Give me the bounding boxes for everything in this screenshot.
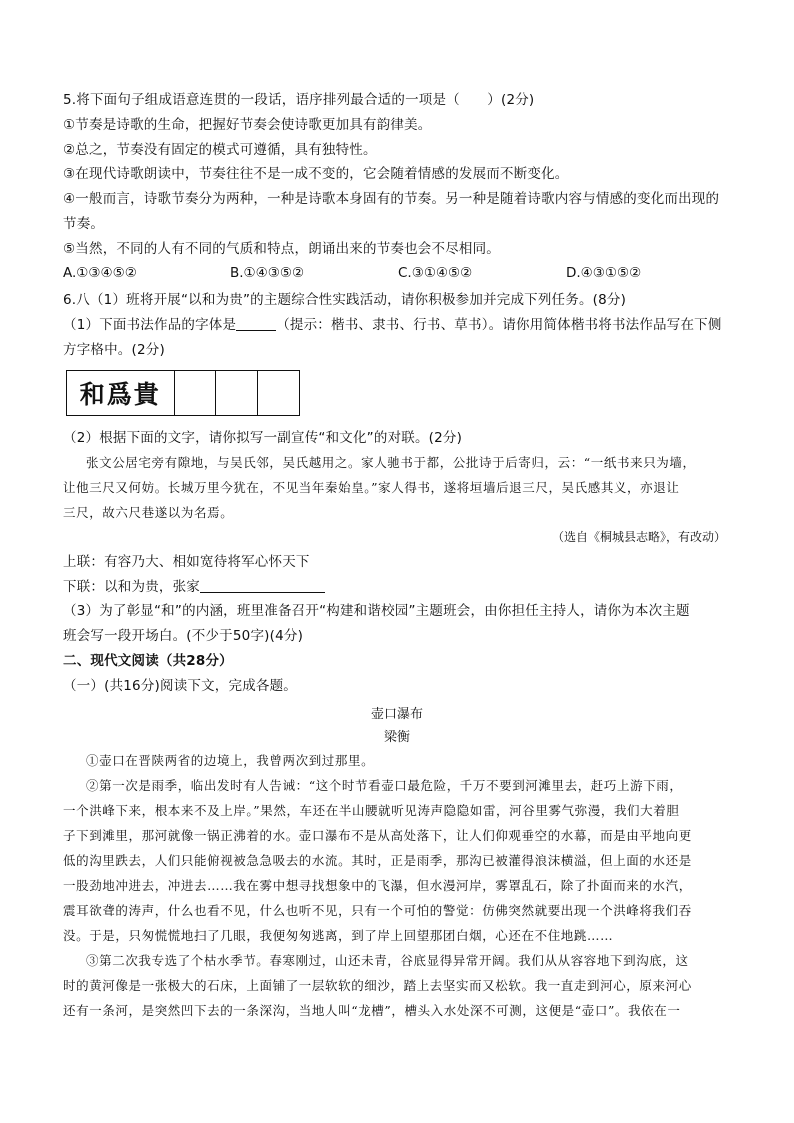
font-type-blank[interactable]: [236, 317, 276, 331]
couplet-upper: 上联：有容乃大、相如宽待将军心怀天下: [63, 554, 310, 570]
q6-part3-line1: （3）为了彰显“和”的内涵，班里准备召开“构建和谐校园”主题班会，由你担任主持人，请你为本次主题: [63, 603, 690, 619]
para2-line-2: 一个洪峰下来，根本来不及上岸。”果然，车还在半山腰就听见涛声隐隐如雷，河谷里雾气弥漫，我们大着胆: [63, 803, 680, 818]
q5-option-d[interactable]: D.④③①⑤②: [566, 265, 642, 281]
couplet-lower-line: [63, 577, 325, 597]
para2-line-4: 低的沟里跌去，人们只能俯视被急急吸去的水流。其时，正是雨季，那沟已被灌得浪沫横溢，但上面的水还是: [63, 853, 692, 868]
calligraphy-work: 和爲貴: [67, 371, 175, 415]
passage-line-2: 让他三尺又何妨。长城万里今犹在，不见当年秦始皇。”家人得书，遂将垣墙后退三尺，吴氏感其义，亦退让: [63, 480, 680, 495]
q5-sentence-2: ②总之，节奏没有固定的模式可遵循，具有独特性。: [63, 142, 377, 158]
writing-cell-3[interactable]: [258, 371, 299, 415]
q5-options: [63, 265, 703, 285]
passage-line-1: 张文公居宅旁有隙地，与吴氏邻，吴氏越用之。家人驰书于都，公批诗于后寄归，云：“一纸书来只为墙，: [86, 455, 696, 470]
para2-line-1: ②第一次是雨季，临出发时有人告诫：“这个时节看壶口最危险，千万不要到河滩里去，赶巧上游下雨，: [86, 778, 683, 793]
para3-line-1: ③第二次我专选了个枯水季节。春寒刚过，山还未青，谷底显得异常开阔。我们从从容容地下到沟底，这: [86, 953, 689, 968]
q5-option-b[interactable]: B.①④③⑤②: [230, 265, 305, 281]
q5-sentence-3: ③在现代诗歌朗读中，节奏往往不是一成不变的，它会随着情感的发展而不断变化。: [63, 166, 569, 182]
q6-part3-line2: 班会写一段开场白。(不少于50字)(4分): [63, 628, 304, 644]
couplet-lower: 下联：以和为贵，张家: [63, 579, 200, 595]
article-title: 壶口瀑布: [370, 707, 423, 722]
para2-line-5: 一股劲地冲进去，冲进去……我在雾中想寻找想象中的飞瀑，但水漫河岸，雾罩乱石，除了扑面而来的水汽，: [63, 878, 692, 893]
writing-cell-1[interactable]: [175, 371, 217, 415]
q6-part2: （2）根据下面的文字，请你拟写一副宣传“和文化”的对联。(2分): [63, 430, 463, 446]
passage-source: （选自《桐城县志略》，有改动）: [551, 530, 726, 544]
q5-stem: 5.将下面句子组成语意连贯的一段话，语序排列最合适的一项是（ ）(2分): [63, 92, 535, 108]
couplet-answer-blank[interactable]: [200, 579, 325, 593]
calligraphy-grid: [66, 370, 300, 416]
section-2-title: 二、现代文阅读（共28分）: [63, 653, 233, 669]
q6-part1-line1: [63, 315, 722, 335]
q5-option-c[interactable]: C.③①④⑤②: [398, 265, 473, 281]
section-2-sub: （一）(共16分)阅读下文，完成各题。: [63, 678, 298, 694]
q6-part1-post: （提示：楷书、隶书、行书、草书）。请你用简体楷书将书法作品写在下侧: [276, 317, 722, 333]
para1: ①壶口在晋陕两省的边境上，我曾两次到过那里。: [86, 753, 375, 768]
article-author: 梁衡: [383, 730, 410, 745]
q5-sentence-4a: ④一般而言，诗歌节奏分为两种，一种是诗歌本身固有的节奏。另一种是随着诗歌内容与情感的变化而出现的: [63, 191, 720, 207]
para2-line-3: 子下到滩里，那河就像一锅正沸着的水。壶口瀑布不是从高处落下，让人们仰观垂空的水幕，而是由平地向更: [63, 828, 692, 843]
q5-sentence-4b: 节奏。: [63, 216, 105, 232]
para3-line-2: 时的黄河像是一张极大的石床，上面铺了一层软软的细沙，踏上去坚实而又松软。我一直走到河心，原来河心: [63, 978, 692, 993]
writing-cell-2[interactable]: [216, 371, 258, 415]
q5-sentence-5: ⑤当然，不同的人有不同的气质和特点，朗诵出来的节奏也会不尽相同。: [63, 241, 501, 257]
para2-line-6: 震耳欲聋的涛声，什么也看不见，什么也听不见，只有一个可怕的警觉：仿佛突然就要出现一个洪峰将我们吞: [63, 903, 692, 918]
q6-stem: 6.八（1）班将开展“以和为贵”的主题综合性实践活动，请你积极参加并完成下列任务。(8分): [63, 292, 627, 308]
passage-line-3: 三尺，故六尺巷遂以为名焉。: [63, 505, 234, 520]
q6-part1-line2: 方字格中。(2分): [63, 342, 165, 358]
para3-line-3: 还有一条河，是突然凹下去的一条深沟，当地人叫“龙槽”，槽头入水处深不可测，这便是“壶口”。我依在一: [63, 1003, 681, 1018]
q5-option-a[interactable]: A.①③④⑤②: [63, 265, 137, 281]
q5-sentence-1: ①节奏是诗歌的生命，把握好节奏会使诗歌更加具有韵律美。: [63, 117, 432, 133]
q6-part1-pre: （1）下面书法作品的字体是: [63, 317, 237, 333]
para2-line-7: 没。于是，只匆慌慌地扫了几眼，我便匆匆逃离，到了岸上回望那团白烟，心还在不住地跳……: [63, 928, 614, 943]
